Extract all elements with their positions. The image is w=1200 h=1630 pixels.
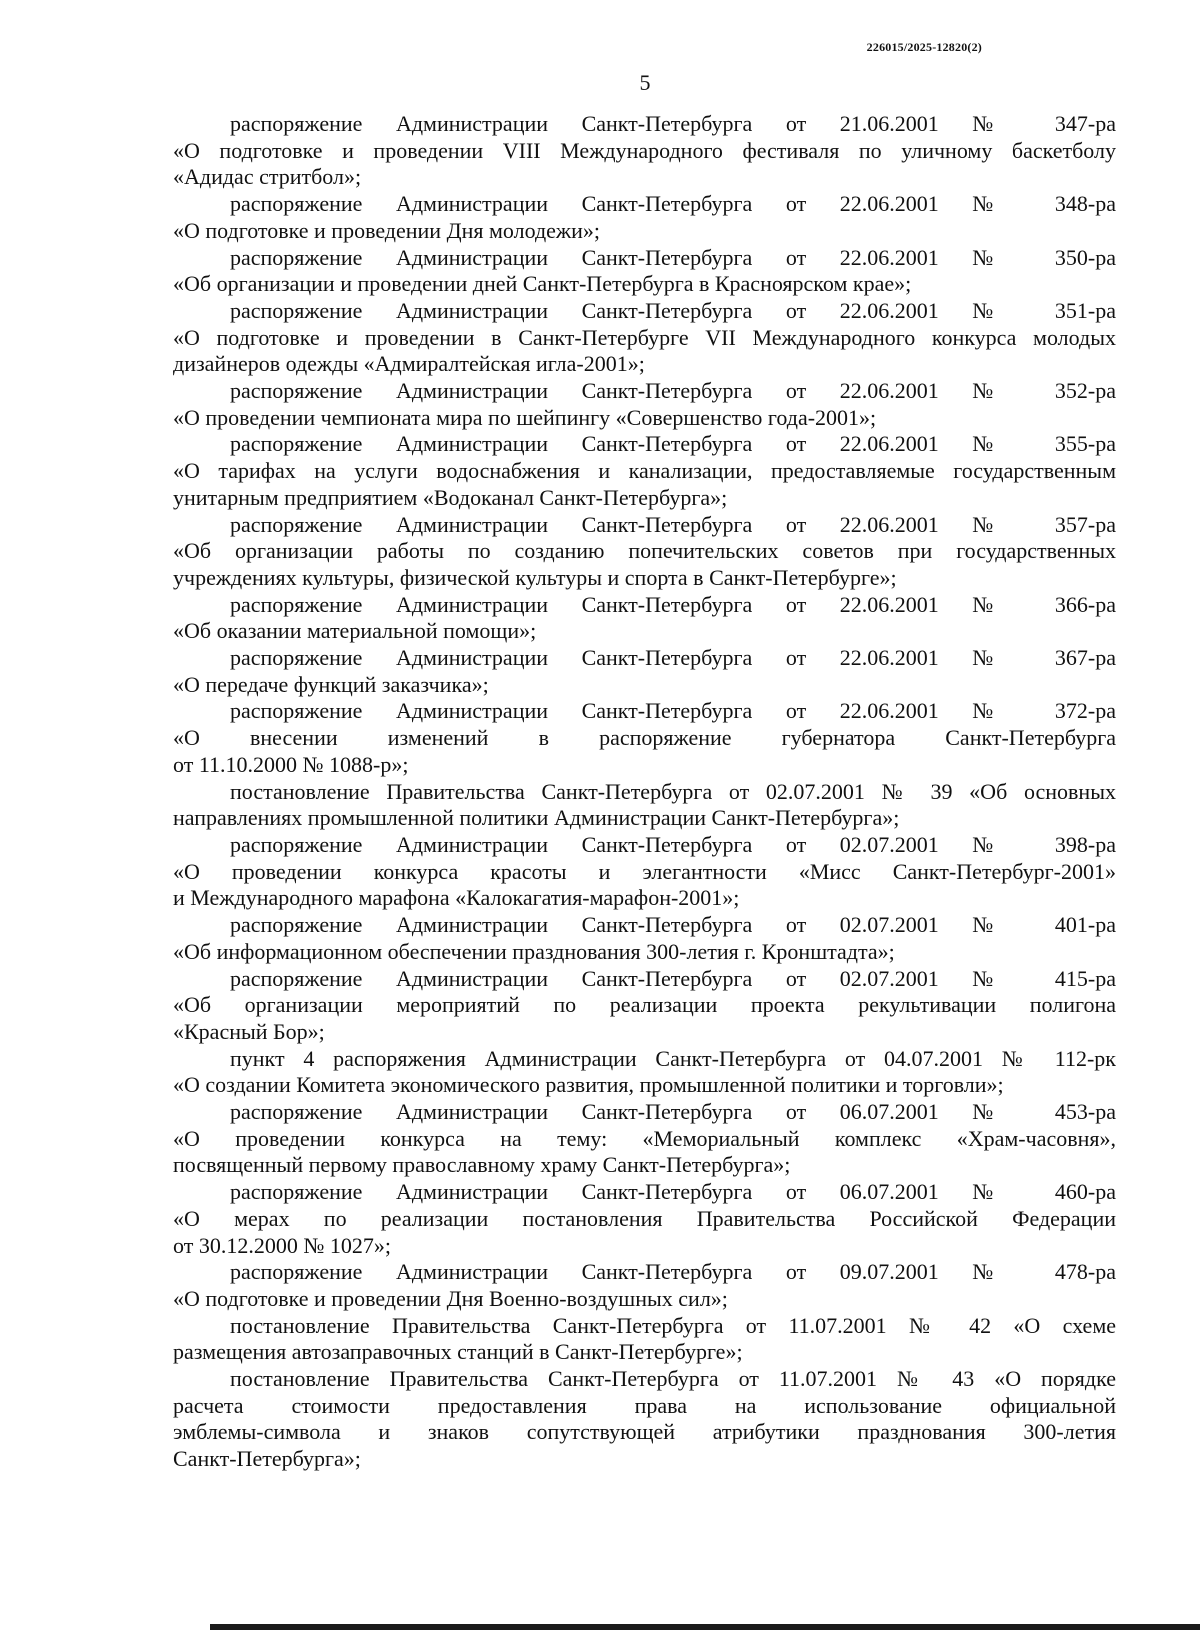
paragraph-line: «О передаче функций заказчика»; bbox=[173, 671, 489, 697]
paragraph-line: «Об организации работы по созданию попечительских советов при государственных bbox=[173, 538, 1116, 564]
paragraph-first-line: пункт 4 распоряжения Администрации Санкт-Петербурга от 04.07.2001 № 112-рк bbox=[230, 1045, 1116, 1071]
paragraph-line: «О проведении конкурса на тему: «Мемориальный комплекс «Храм-часовня», bbox=[173, 1125, 1116, 1151]
paragraph-line: «О подготовке и проведении в Санкт-Петербурге VII Международного конкурса молодых bbox=[173, 324, 1116, 350]
scan-bottom-edge bbox=[210, 1624, 1200, 1630]
document-body bbox=[173, 111, 1116, 1473]
paragraph-line: размещения автозаправочных станций в Санкт-Петербурге»; bbox=[173, 1339, 743, 1365]
paragraph-first-line: распоряжение Администрации Санкт-Петербурга от 06.07.2001 № 453-ра bbox=[230, 1099, 1116, 1125]
paragraph-line: «Об организации и проведении дней Санкт-Петербурга в Красноярском крае»; bbox=[173, 271, 912, 297]
paragraph-first-line: распоряжение Администрации Санкт-Петербурга от 22.06.2001 № 367-ра bbox=[230, 645, 1116, 671]
paragraph-line: расчета стоимости предоставления права на использование официальной bbox=[173, 1392, 1116, 1418]
list-item bbox=[173, 1099, 1116, 1179]
paragraph-first-line: распоряжение Администрации Санкт-Петербурга от 02.07.2001 № 401-ра bbox=[230, 912, 1116, 938]
list-item bbox=[173, 512, 1116, 592]
paragraph-line: «Красный Бор»; bbox=[173, 1018, 325, 1044]
paragraph-first-line: постановление Правительства Санкт-Петербурга от 11.07.2001 № 43 «О порядке bbox=[230, 1366, 1116, 1392]
list-item bbox=[173, 191, 1116, 244]
paragraph-line: учреждениях культуры, физической культуры и спорта в Санкт-Петербурге»; bbox=[173, 564, 897, 590]
paragraph-line: «Об информационном обеспечении празднования 300-летия г. Кронштадта»; bbox=[173, 938, 895, 964]
paragraph-line: «О проведении конкурса красоты и элегантности «Мисс Санкт-Петербург-2001» bbox=[173, 858, 1116, 884]
paragraph-first-line: распоряжение Администрации Санкт-Петербурга от 02.07.2001 № 398-ра bbox=[230, 831, 1116, 857]
paragraph-first-line: распоряжение Администрации Санкт-Петербурга от 22.06.2001 № 352-ра bbox=[230, 378, 1116, 404]
paragraph-line: дизайнеров одежды «Адмиралтейская игла-2001»; bbox=[173, 351, 645, 377]
paragraph-line: «Адидас стритбол»; bbox=[173, 164, 362, 190]
paragraph-first-line: распоряжение Администрации Санкт-Петербурга от 09.07.2001 № 478-ра bbox=[230, 1259, 1116, 1285]
paragraph-first-line: распоряжение Администрации Санкт-Петербурга от 22.06.2001 № 350-ра bbox=[230, 244, 1116, 270]
list-item bbox=[173, 245, 1116, 298]
paragraph-first-line: распоряжение Администрации Санкт-Петербурга от 22.06.2001 № 351-ра bbox=[230, 297, 1116, 323]
list-item bbox=[173, 832, 1116, 912]
paragraph-first-line: распоряжение Администрации Санкт-Петербурга от 02.07.2001 № 415-ра bbox=[230, 965, 1116, 991]
paragraph-line: «Об оказании материальной помощи»; bbox=[173, 618, 537, 644]
list-item bbox=[173, 1366, 1116, 1473]
paragraph-first-line: распоряжение Администрации Санкт-Петербурга от 22.06.2001 № 372-ра bbox=[230, 698, 1116, 724]
list-item bbox=[173, 298, 1116, 378]
paragraph-line: «О проведении чемпионата мира по шейпингу «Совершенство года-2001»; bbox=[173, 404, 877, 430]
page-number: 5 bbox=[639, 70, 651, 95]
paragraph-line: «Об организации мероприятий по реализации проекта рекультивации полигона bbox=[173, 992, 1116, 1018]
paragraph-first-line: распоряжение Администрации Санкт-Петербурга от 22.06.2001 № 355-ра bbox=[230, 431, 1116, 457]
list-item bbox=[173, 1313, 1116, 1366]
paragraph-first-line: распоряжение Администрации Санкт-Петербурга от 22.06.2001 № 357-ра bbox=[230, 511, 1116, 537]
paragraph-line: «О подготовке и проведении Дня молодежи»; bbox=[173, 217, 601, 243]
list-item bbox=[173, 592, 1116, 645]
list-item bbox=[173, 111, 1116, 191]
list-item bbox=[173, 1046, 1116, 1099]
paragraph-first-line: распоряжение Администрации Санкт-Петербурга от 22.06.2001 № 366-ра bbox=[230, 591, 1116, 617]
document-id: 226015/2025-12820(2) bbox=[866, 40, 982, 54]
list-item bbox=[173, 1259, 1116, 1312]
list-item bbox=[173, 645, 1116, 698]
paragraph-first-line: распоряжение Администрации Санкт-Петербурга от 06.07.2001 № 460-ра bbox=[230, 1179, 1116, 1205]
list-item bbox=[173, 966, 1116, 1046]
paragraph-first-line: постановление Правительства Санкт-Петербурга от 02.07.2001 № 39 «Об основных bbox=[230, 778, 1116, 804]
paragraph-first-line: постановление Правительства Санкт-Петербурга от 11.07.2001 № 42 «О схеме bbox=[230, 1312, 1116, 1338]
paragraph-line: Санкт-Петербурга»; bbox=[173, 1446, 361, 1472]
list-item bbox=[173, 1179, 1116, 1259]
list-item bbox=[173, 698, 1116, 778]
paragraph-line: посвященный первому православному храму Санкт-Петербурга»; bbox=[173, 1152, 791, 1178]
paragraph-line: «О внесении изменений в распоряжение губернатора Санкт-Петербурга bbox=[173, 725, 1116, 751]
paragraph-line: «О подготовке и проведении Дня Военно-воздушных сил»; bbox=[173, 1285, 728, 1311]
list-item bbox=[173, 378, 1116, 431]
paragraph-line: «О подготовке и проведении VIII Международного фестиваля по уличному баскетболу bbox=[173, 137, 1116, 163]
paragraph-line: направлениях промышленной политики Администрации Санкт-Петербурга»; bbox=[173, 805, 900, 831]
paragraph-line: «О создании Комитета экономического развития, промышленной политики и торговли»; bbox=[173, 1072, 1004, 1098]
paragraph-line: унитарным предприятием «Водоканал Санкт-Петербурга»; bbox=[173, 484, 728, 510]
paragraph-line: от 11.10.2000 № 1088-р»; bbox=[173, 751, 409, 777]
paragraph-line: эмблемы-символа и знаков сопутствующей атрибутики празднования 300-летия bbox=[173, 1419, 1116, 1445]
list-item bbox=[173, 912, 1116, 965]
list-item bbox=[173, 779, 1116, 832]
paragraph-line: и Международного марафона «Калокагатия-марафон-2001»; bbox=[173, 885, 740, 911]
paragraph-line: «О тарифах на услуги водоснабжения и канализации, предоставляемые государственным bbox=[173, 458, 1116, 484]
paragraph-first-line: распоряжение Администрации Санкт-Петербурга от 21.06.2001 № 347-ра bbox=[230, 111, 1116, 136]
paragraph-line: от 30.12.2000 № 1027»; bbox=[173, 1232, 391, 1258]
paragraph-line: «О мерах по реализации постановления Правительства Российской Федерации bbox=[173, 1205, 1116, 1231]
paragraph-first-line: распоряжение Администрации Санкт-Петербурга от 22.06.2001 № 348-ра bbox=[230, 191, 1116, 217]
list-item bbox=[173, 431, 1116, 511]
